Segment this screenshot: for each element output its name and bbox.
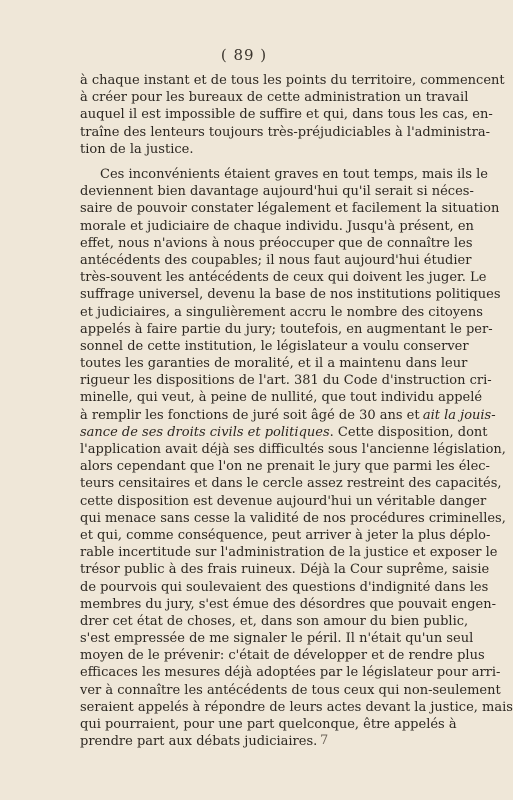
paragraph-main (80, 166, 513, 750)
paragraph-continuation (80, 72, 505, 158)
text-line: qui pourraient, pour une part quelconque, être appelés à (80, 717, 457, 732)
text-line: morale et judiciaire de chaque individu. Jusqu'à présent, en (80, 218, 474, 234)
text-line: à créer pour les bureaux de cette administration un travail (80, 90, 469, 106)
signature-mark: 7 (320, 733, 329, 748)
text-line: saire de pouvoir constater légalement et facilement la situation (80, 201, 500, 217)
text-line: très-souvent les antécédents de ceux qui doivent les juger. Le (80, 270, 487, 286)
text-line: rigueur les dispositions de l'art. 381 du Code d'instruction cri- (80, 373, 492, 389)
italic-segment: sance de ses droits civils et politiques (80, 424, 330, 440)
text-line: l'application avait déjà ses difficultés sous l'ancienne législation, (80, 442, 506, 457)
text-line: seraient appelés à répondre de leurs actes devant la justice, mais (80, 699, 513, 715)
text-line-mixed (80, 424, 488, 441)
text-line: moyen de le prévenir: c'était de développer et de rendre plus (80, 648, 485, 664)
text-line: alors cependant que l'on ne prenait le jury que parmi les élec- (80, 459, 490, 475)
text-line: tion de la justice. (80, 141, 194, 157)
italic-segment: ait la jouis- (422, 407, 496, 423)
text-segment: à remplir les fonctions de juré soit âgé de 30 ans et (80, 407, 420, 423)
text-line: toutes les garanties de moralité, et il a maintenu dans leur (80, 356, 468, 372)
text-line: auquel il est impossible de suffire et qui, dans tous les cas, en- (80, 107, 493, 123)
text-line: antécédents des coupables; il nous faut aujourd'hui étudier (80, 252, 472, 268)
text-line: rable incertitude sur l'administration de la justice et exposer le (80, 545, 498, 561)
text-line: drer cet état de choses, et, dans son amour du bien public, (80, 613, 469, 629)
text-line: efficaces les mesures déjà adoptées par le législateur pour arri- (80, 665, 501, 681)
text-line: s'est empressée de me signaler le péril. Il n'était qu'un seul (80, 631, 474, 647)
text-line: prendre part aux débats judiciaires. (80, 734, 318, 750)
text-line: minelle, qui veut, à peine de nullité, que tout individu appelé (80, 390, 483, 406)
text-line: ver à connaître les antécédents de tous ceux qui non-seulement (80, 682, 501, 698)
text-line: Ces inconvénients étaient graves en tout temps, mais ils le (100, 167, 488, 182)
text-segment: . Cette disposition, dont (329, 424, 488, 440)
text-line: suffrage universel, devenu la base de nos institutions politiques (80, 287, 501, 303)
text-line: à chaque instant et de tous les points du territoire, commencent (80, 73, 505, 88)
page-number: ( 89 ) (220, 46, 268, 64)
text-line: cette disposition est devenue aujourd'hui un véritable danger (80, 493, 487, 509)
text-line: trésor public à des frais ruineux. Déjà la Cour suprême, saisie (80, 562, 490, 578)
text-line: effet, nous n'avions à nous préoccuper que de connaître les (80, 235, 473, 251)
text-line: traîne des lenteurs toujours très-préjudiciables à l'administra- (80, 124, 490, 140)
text-line: sonnel de cette institution, le législateur a voulu conserver (80, 338, 469, 354)
text-line: teurs censitaires et dans le cercle assez restreint des capacités, (80, 476, 502, 492)
text-line: et judiciaires, a singulièrement accru le nombre des citoyens (80, 304, 483, 320)
text-line: appelés à faire partie du jury; toutefois, en augmentant le per- (80, 321, 493, 337)
text-line: et qui, comme conséquence, peut arriver à jeter la plus déplo- (80, 527, 491, 543)
text-line: qui menace sans cesse la validité de nos procédures criminelles, (80, 510, 506, 526)
text-line: deviennent bien davantage aujourd'hui qu'il serait si néces- (80, 184, 474, 200)
text-line: membres du jury, s'est émue des désordres que pouvait engen- (80, 596, 496, 612)
text-line-mixed (80, 407, 496, 424)
text-line: de pourvois qui soulevaient des questions d'indignité dans les (80, 579, 489, 595)
